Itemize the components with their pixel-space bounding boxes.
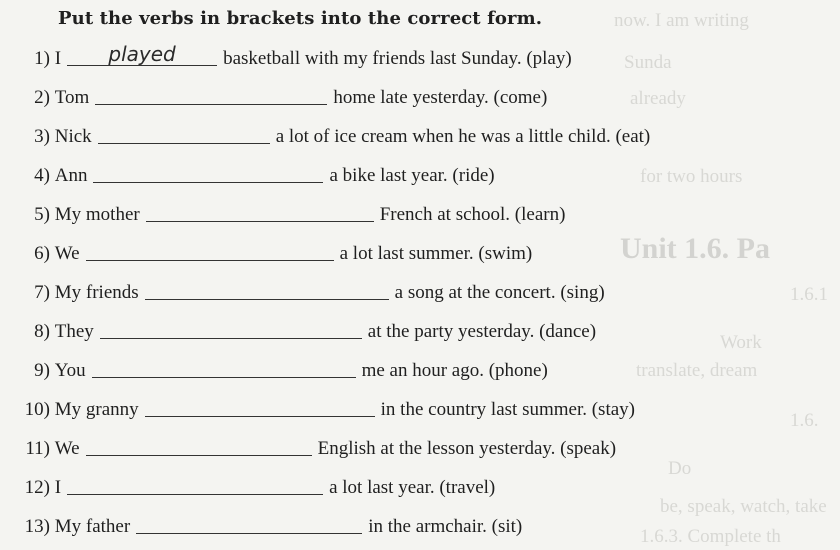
answer-blank[interactable]	[86, 435, 312, 456]
exercise-instruction: Put the verbs in brackets into the correct form.	[58, 8, 543, 29]
item-subject: My father	[54, 516, 131, 537]
answer-blank[interactable]	[92, 357, 356, 378]
item-rest: in the country last summer. (stay)	[380, 399, 635, 420]
item-rest: a lot last summer. (swim)	[339, 243, 533, 264]
answer-blank[interactable]	[146, 201, 374, 222]
item-number: 7)	[34, 282, 50, 303]
bleed-through-text: Unit 1.6. Pa	[620, 232, 770, 265]
bleed-through-text: 1.6.3. Complete th	[640, 526, 781, 547]
item-subject: We	[54, 243, 80, 264]
exercise-item	[24, 200, 565, 226]
item-subject: Nick	[54, 126, 92, 147]
item-subject: You	[54, 360, 86, 381]
item-rest: a lot last year. (travel)	[329, 477, 496, 498]
item-rest: French at school. (learn)	[379, 204, 566, 225]
exercise-item	[24, 356, 548, 382]
exercise-item	[24, 317, 596, 343]
item-number: 12)	[24, 477, 50, 498]
bleed-through-text: be, speak, watch, take	[660, 496, 827, 517]
answer-blank[interactable]	[86, 240, 334, 261]
item-number: 3)	[34, 126, 50, 147]
item-number: 8)	[34, 321, 50, 342]
item-subject: My friends	[54, 282, 139, 303]
answer-blank[interactable]	[98, 123, 270, 144]
exercise-item	[24, 239, 532, 265]
item-subject: I	[54, 477, 62, 498]
bleed-through-text: now. I am writing	[614, 10, 749, 31]
bleed-through-text: Do	[668, 458, 692, 479]
item-number: 6)	[34, 243, 50, 264]
item-rest: a lot of ice cream when he was a little child. (eat)	[275, 126, 651, 147]
bleed-through-text: Sunda	[624, 52, 672, 73]
item-subject: My granny	[54, 399, 139, 420]
answer-blank[interactable]	[93, 162, 323, 183]
item-subject: Tom	[54, 87, 90, 108]
answer-blank[interactable]	[136, 513, 362, 534]
item-number: 13)	[24, 516, 50, 537]
item-number: 10)	[24, 399, 50, 420]
bleed-through-text: Work	[720, 332, 762, 353]
answer-blank[interactable]	[67, 474, 323, 495]
item-rest: me an hour ago. (phone)	[361, 360, 548, 381]
handwritten-answer: played	[108, 42, 176, 66]
exercise-item	[24, 161, 495, 187]
item-number: 9)	[34, 360, 50, 381]
item-number: 5)	[34, 204, 50, 225]
exercise-item	[12, 434, 616, 460]
exercise-item	[24, 122, 650, 148]
answer-blank[interactable]	[67, 42, 217, 66]
exercise-item	[12, 512, 522, 538]
item-subject: They	[54, 321, 94, 342]
bleed-through-text: for two hours	[640, 166, 743, 187]
item-subject: Ann	[54, 165, 88, 186]
item-rest: a bike last year. (ride)	[329, 165, 495, 186]
answer-blank[interactable]	[100, 318, 362, 339]
bleed-through-text: translate, dream	[636, 360, 758, 381]
exercise-item	[12, 473, 495, 499]
item-number: 4)	[34, 165, 50, 186]
item-number: 11)	[25, 438, 50, 459]
exercise-item	[24, 83, 547, 109]
item-subject: We	[54, 438, 80, 459]
item-rest: at the party yesterday. (dance)	[367, 321, 597, 342]
bleed-through-text: already	[630, 88, 686, 109]
item-rest: a song at the concert. (sing)	[394, 282, 605, 303]
item-rest: home late yesterday. (come)	[333, 87, 548, 108]
item-subject: My mother	[54, 204, 140, 225]
exercise-item	[24, 44, 572, 70]
item-number: 2)	[34, 87, 50, 108]
item-rest: in the armchair. (sit)	[368, 516, 523, 537]
bleed-through-text: 1.6.	[790, 410, 819, 431]
item-subject: I	[54, 48, 62, 69]
item-number: 1)	[34, 48, 50, 69]
answer-blank[interactable]	[95, 84, 327, 105]
exercise-item	[12, 395, 635, 421]
item-rest: English at the lesson yesterday. (speak)	[317, 438, 617, 459]
answer-blank[interactable]	[145, 396, 375, 417]
bleed-through-text: 1.6.1	[790, 284, 828, 305]
item-rest: basketball with my friends last Sunday. (play)	[223, 48, 572, 69]
answer-blank[interactable]	[145, 279, 389, 300]
exercise-item	[24, 278, 605, 304]
